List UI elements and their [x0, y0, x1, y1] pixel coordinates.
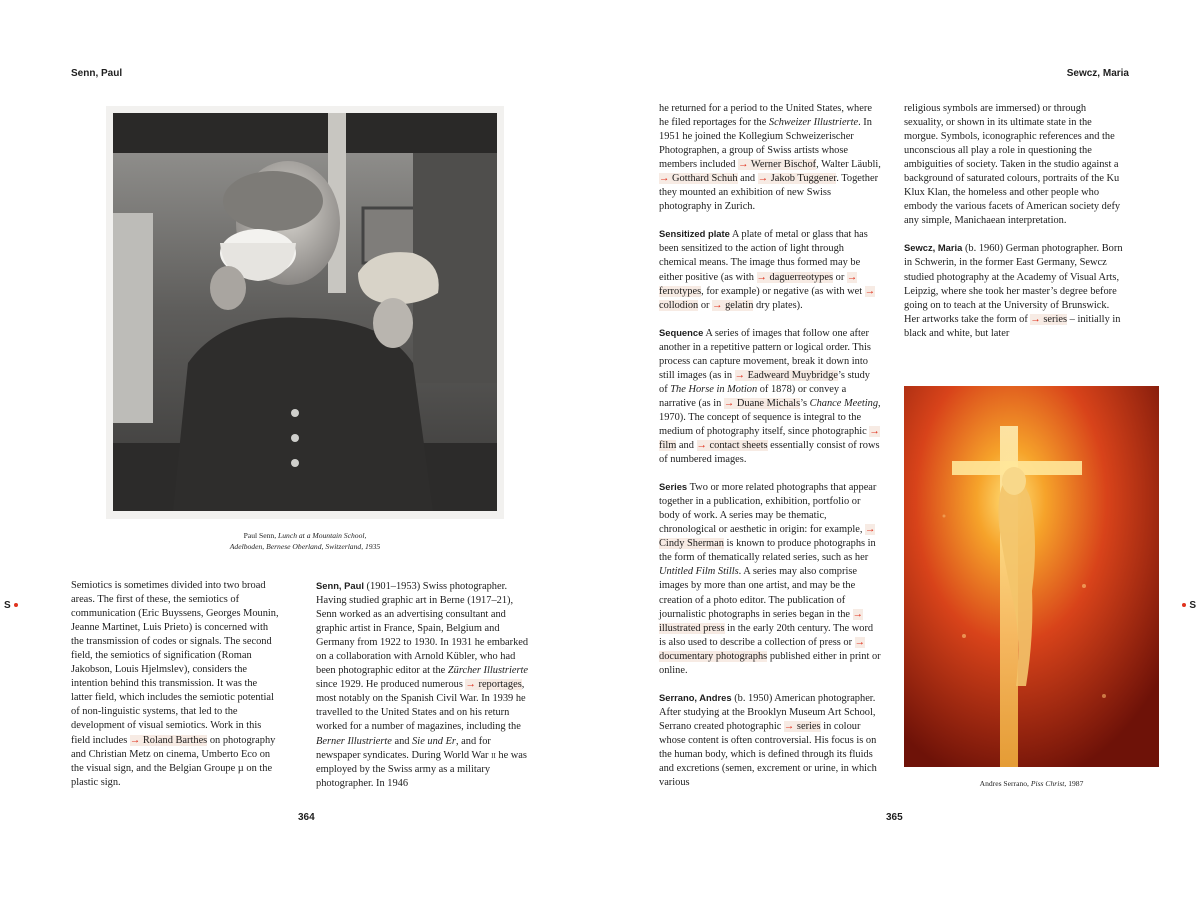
arrow-right-icon: →	[465, 679, 476, 691]
text: and	[391, 735, 413, 747]
text: . A series may also comprise images by more than one artist, and may be the creation of a photo editor. The publication of journalistic photographs in series began in the	[659, 566, 857, 620]
arrow-right-icon: →	[854, 636, 866, 648]
photo-caption-senn	[106, 530, 504, 552]
text: in colour whose content is often controversial. His focus is on the human body, which is defined through its fluids and excretions (semen, excrement or urine, in which various	[659, 720, 877, 789]
xref-text: series	[796, 720, 821, 732]
xref-text: Jakob Tuggener	[770, 173, 837, 185]
text: A series of images that follow one after another in a repetitive pattern or logical order. This process can capture movement, break it down into still images (as in	[659, 327, 871, 381]
text: ’s study of	[659, 369, 870, 395]
paragraph	[71, 579, 281, 790]
cross-reference-link[interactable]	[130, 735, 207, 746]
cross-reference-link[interactable]	[465, 679, 521, 690]
arrow-right-icon: →	[756, 271, 767, 283]
section-dot-icon	[1182, 603, 1186, 607]
section-letter: S	[4, 600, 11, 611]
arrow-right-icon: →	[129, 734, 141, 746]
arrow-right-icon: →	[852, 608, 864, 620]
text: , most notably on the Spanish Civil War. In 1939 he travelled to the United States and on his return worked for a number of magazines, including the	[316, 679, 526, 733]
cross-reference-link[interactable]	[724, 398, 800, 409]
section-tab-right	[1179, 600, 1196, 611]
text: . Together they mounted an exhibition of new Swiss photography in Zurich.	[659, 173, 879, 213]
entry-sewcz-maria	[904, 241, 1126, 340]
text: (b. 1960) German photographer. Born in Schwerin, in the former East Germany, Sewcz studied photography at the Academy of Visual Arts, Leipzig, where she took her master’s degree before going on to teach at the University of Brunswick. Her artworks take the form of	[904, 243, 1123, 325]
running-header-right: Sewcz, Maria	[1066, 68, 1129, 79]
caption-title: Lunch at a Mountain School,	[278, 531, 367, 540]
arrow-right-icon: →	[1030, 313, 1041, 325]
cross-reference-link[interactable]	[738, 159, 816, 170]
photo-caption-serrano	[904, 778, 1159, 789]
entry-series	[659, 480, 881, 678]
entry-serrano-andres	[659, 691, 881, 790]
xref-text: Gotthard Schuh	[672, 173, 738, 185]
xref-text: film	[659, 440, 677, 452]
arrow-right-icon: →	[712, 299, 723, 311]
entry-term: Sewcz, Maria	[904, 242, 963, 254]
italic-text: Chance Meeting	[809, 397, 879, 409]
text: he was employed by the Swiss army as a military photographer. In 1946	[316, 749, 527, 789]
xref-text: collodion	[659, 299, 699, 311]
arrow-right-icon: →	[738, 159, 749, 171]
text: in the early 20th century. The word is also used to describe a collection of press or	[659, 622, 874, 648]
cross-reference-link[interactable]	[1030, 314, 1067, 325]
entry-term: Sensitized plate	[659, 228, 730, 240]
caption-location: Adelboden, Bernese Oberland, Switzerland, 1935	[229, 542, 381, 551]
text: or	[698, 299, 713, 311]
text: . In 1951 he joined the Kollegium Schweizerischer Photographen, a group of Swiss artists whose members included	[659, 117, 872, 171]
xref-text: Roland Barthes	[142, 734, 208, 746]
entry-sequence	[659, 326, 881, 467]
xref-text: illustrated press	[659, 622, 725, 634]
caption-author: Andres Serrano,	[979, 779, 1031, 788]
entry-term: Serrano, Andres	[659, 691, 732, 703]
italic-text: Zürcher Illustrierte	[447, 665, 528, 677]
xref-text: contact sheets	[709, 440, 768, 452]
entry-continuation: religious symbols are immersed) or through sexuality, or shown in its ultimate state in the morgue. Symbols, iconographic references and the unconscious all play a role in questioning the ambiguities of society. Taken in the studio against a background of saturated colours, portraits of the Ku Klux Klan, the homeless and other people who embody the various facets of American society defy any simple, Manichaean interpretation.	[904, 103, 1121, 227]
arrow-right-icon: →	[864, 285, 876, 297]
text: A plate of metal or glass that has been sensitized to the action of light through chemical means. The image thus formed may be either positive (as with	[659, 229, 868, 283]
arrow-right-icon: →	[734, 369, 746, 381]
text: (1901–1953) Swiss photographer. Having studied graphic art in Berne (1917–21), Senn worked as an advertising consultant and graphic artist in France, Spain, Belgium and Germany from 1922 to 1930. In 1931 he embarked on a collaboration with Arnold Kübler, who had been photographic editor at the	[316, 581, 529, 677]
text: or	[833, 271, 847, 283]
italic-text: The Horse in Motion	[670, 383, 758, 395]
xref-text: gelatin	[725, 299, 754, 311]
cross-reference-link[interactable]	[784, 721, 821, 732]
arrow-right-icon: →	[723, 397, 735, 409]
entry-term: Sequence	[659, 326, 704, 338]
text: on photography and Christian Metz on cinema, Umberto Eco on the visual sign, and the Belgian Groupe µ on the plastic sign.	[71, 734, 276, 788]
section-dot-icon	[14, 603, 18, 607]
text: essentially consist of rows of numbered images.	[659, 440, 880, 466]
italic-text: Schweizer Illustrierte	[768, 117, 859, 129]
cross-reference-link[interactable]	[712, 300, 753, 311]
text: since 1929. He produced numerous	[316, 679, 466, 691]
text: published either in print or online.	[659, 650, 881, 676]
text-column-3	[659, 102, 881, 803]
xref-text: Cindy Sherman	[659, 538, 724, 550]
caption-author: Paul Senn,	[243, 531, 278, 540]
section-tab-left	[4, 600, 21, 611]
text-column-4	[904, 102, 1126, 354]
text: dry plates).	[753, 299, 803, 311]
entry-term: Series	[659, 481, 688, 493]
text: (b. 1950) American photographer. After studying at the Brooklyn Museum Art School, Serrano created photographic	[659, 692, 876, 732]
entry-senn-paul	[316, 579, 536, 791]
cross-reference-link[interactable]	[697, 440, 768, 451]
text: Semiotics is sometimes divided into two broad areas. The first of these, the semiotics of communication (Eric Buyssens, Georges Mounin, Jeanne Martinet, Luis Prieto) is concerned with the transmission of codes or signals. The second field, the semiotics of signification (Roman Jakobson, Louis Hjelmslev), considers the intention behind this transmission. It was the latter field, which includes the semiotic potential of non-linguistic systems, that led to the development of visual semiotics. Work in this field includes	[71, 580, 279, 746]
entry-continuation	[659, 102, 881, 214]
text: is known to produce photographs in the form of thematically related series, such as her	[659, 538, 876, 564]
text: and	[737, 173, 758, 185]
cross-reference-link[interactable]	[758, 173, 837, 184]
arrow-right-icon: →	[865, 524, 876, 536]
italic-text: Sie und Er	[412, 735, 456, 747]
xref-text: Werner Bischof	[750, 159, 817, 171]
caption-title: Piss Christ	[1030, 779, 1065, 788]
xref-text: Duane Michals	[736, 397, 801, 409]
section-letter: S	[1189, 600, 1196, 611]
arrow-right-icon: →	[846, 271, 858, 283]
xref-text: Eadweard Muybridge	[747, 369, 838, 381]
text: , for example) or negative (as with wet	[701, 285, 865, 297]
running-header-left: Senn, Paul	[71, 68, 123, 79]
photo-frame-senn	[106, 106, 504, 519]
small-caps-text: ii	[491, 749, 496, 761]
text: , and for newspaper syndicates. During World War	[316, 735, 492, 761]
arrow-right-icon: →	[783, 720, 795, 732]
italic-text: Berner Illustrierte	[316, 735, 392, 747]
caption-year: , 1987	[1064, 779, 1084, 788]
text-column-2	[316, 579, 536, 804]
text: , 1970). The concept of sequence is integral to the medium of photography itself, since photographic	[659, 397, 881, 437]
text: of 1878) or convey a narrative (as in	[659, 383, 847, 409]
text: , Walter Läubli,	[816, 159, 881, 171]
text: ’s	[800, 397, 810, 409]
xref-text: series	[1043, 313, 1068, 325]
text-column-1	[71, 579, 281, 803]
text: he returned for a period to the United States, where he filed reportages for the	[659, 103, 872, 129]
xref-text: documentary photographs	[659, 650, 768, 662]
arrow-right-icon: →	[659, 173, 670, 185]
text: Two or more related photographs that appear together in a publication, exhibition, portfolio or body of work. A series may be thematic, chronological or aesthetic in origin: for example,	[659, 482, 877, 536]
italic-text: Untitled Film Stills	[659, 566, 739, 578]
text: – initially in black and white, but later	[904, 313, 1121, 339]
page-number-right: 365	[886, 812, 903, 823]
arrow-right-icon: →	[757, 173, 769, 185]
xref-text: daguerreotypes	[769, 271, 834, 283]
page-number-left: 364	[298, 812, 315, 823]
entry-term: Senn, Paul	[316, 580, 364, 591]
arrow-right-icon: →	[696, 440, 707, 452]
arrow-right-icon: →	[869, 425, 880, 437]
cross-reference-link[interactable]	[735, 370, 838, 381]
cross-reference-link[interactable]	[659, 173, 738, 184]
cross-reference-link[interactable]	[757, 272, 833, 283]
text: and	[676, 440, 697, 452]
xref-text: ferrotypes	[659, 285, 702, 297]
photo-lunch-at-mountain-school	[113, 113, 497, 511]
xref-text: reportages	[478, 679, 522, 691]
entry-sensitized-plate	[659, 227, 881, 312]
photo-piss-christ	[904, 386, 1159, 767]
